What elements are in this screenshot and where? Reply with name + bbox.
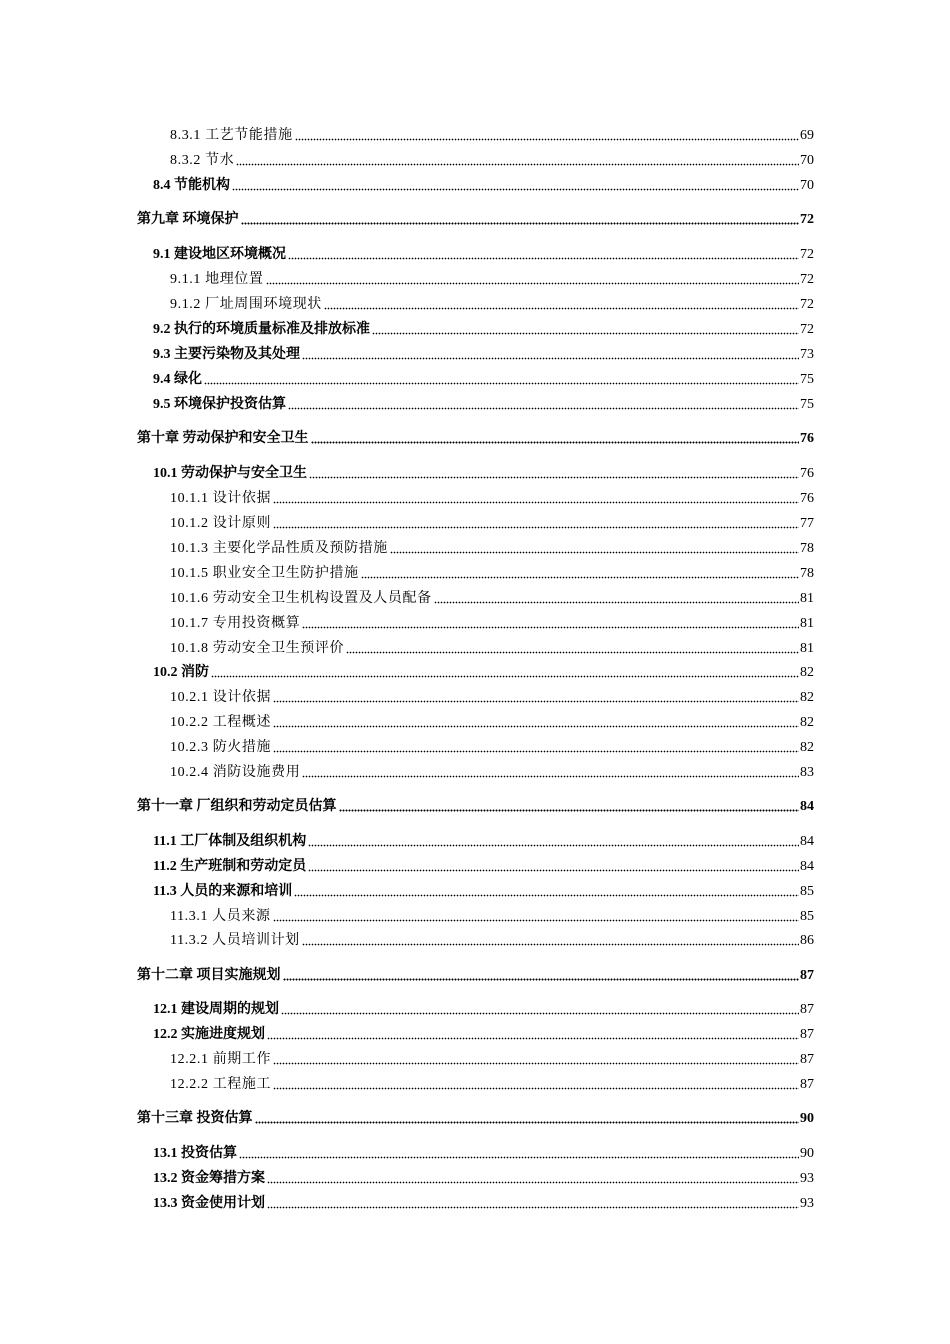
toc-entry-label: 12.1 建设周期的规划	[153, 1002, 279, 1017]
dot-leader	[273, 716, 799, 728]
toc-entry-section[interactable]	[153, 833, 814, 851]
dot-leader	[288, 398, 799, 410]
dot-leader	[308, 835, 799, 847]
dot-leader	[267, 1028, 799, 1040]
toc-entry-page-number: 82	[800, 665, 814, 680]
dot-leader	[281, 1003, 799, 1015]
toc-entry-page-number: 81	[800, 616, 814, 631]
toc-entry-label: 12.2.2 工程施工	[170, 1077, 272, 1092]
toc-entry-label: 11.3.1 人员来源	[170, 909, 271, 924]
toc-entry-label: 第十三章 投资估算	[137, 1111, 253, 1126]
toc-entry-chapter[interactable]	[137, 211, 814, 229]
dot-leader	[255, 1112, 800, 1124]
toc-entry-page-number: 78	[800, 541, 814, 556]
toc-entry-sub[interactable]	[170, 615, 814, 633]
dot-leader	[339, 800, 800, 812]
dot-leader	[361, 567, 799, 579]
dot-leader	[311, 432, 800, 444]
toc-entry-sub[interactable]	[170, 739, 814, 757]
toc-entry-page-number: 87	[800, 1027, 814, 1042]
dot-leader	[273, 741, 799, 753]
toc-entry-section[interactable]	[153, 858, 814, 876]
toc-entry-label: 9.4 绿化	[153, 372, 202, 387]
toc-entry-label: 9.2 执行的环境质量标准及排放标准	[153, 322, 370, 337]
toc-entry-section[interactable]	[153, 1145, 814, 1163]
dot-leader	[273, 492, 799, 504]
toc-entry-page-number: 82	[800, 690, 814, 705]
toc-entry-label: 10.1.6 劳动安全卫生机构设置及人员配备	[170, 591, 432, 606]
toc-entry-label: 11.1 工厂体制及组织机构	[153, 834, 307, 849]
toc-entry-page-number: 84	[800, 859, 814, 874]
toc-entry-page-number: 93	[800, 1196, 814, 1211]
dot-leader	[283, 969, 800, 981]
dot-leader	[294, 885, 799, 897]
toc-entry-label: 10.2 消防	[153, 665, 209, 680]
toc-entry-page-number: 85	[800, 909, 814, 924]
toc-entry-label: 第十章 劳动保护和安全卫生	[137, 431, 309, 446]
dot-leader	[288, 248, 799, 260]
toc-entry-sub[interactable]	[170, 271, 814, 289]
toc-entry-label: 12.2 实施进度规划	[153, 1027, 265, 1042]
toc-entry-label: 9.1.2 厂址周围环境现状	[170, 297, 322, 312]
toc-entry-label: 10.1 劳动保护与安全卫生	[153, 466, 307, 481]
dot-leader	[241, 213, 800, 225]
toc-entry-page-number: 86	[800, 933, 814, 948]
dot-leader	[239, 1147, 799, 1159]
toc-entry-section[interactable]	[153, 246, 814, 264]
toc-entry-sub[interactable]	[170, 1076, 814, 1094]
toc-entry-label: 第九章 环境保护	[137, 212, 239, 227]
toc-entry-page-number: 76	[800, 466, 814, 481]
toc-entry-label: 9.3 主要污染物及其处理	[153, 347, 300, 362]
dot-leader	[211, 666, 799, 678]
toc-entry-label: 10.2.3 防火措施	[170, 740, 272, 755]
toc-entry-chapter[interactable]	[137, 798, 814, 816]
dot-leader	[309, 467, 799, 479]
toc-entry-page-number: 82	[800, 740, 814, 755]
dot-leader	[434, 592, 799, 604]
toc-entry-page-number: 76	[800, 431, 814, 446]
toc-entry-label: 11.2 生产班制和劳动定员	[153, 859, 307, 874]
toc-entry-page-number: 76	[800, 491, 814, 506]
toc-entry-page-number: 90	[800, 1111, 814, 1126]
toc-entry-section[interactable]	[153, 396, 814, 414]
toc-entry-sub[interactable]	[170, 932, 814, 950]
toc-entry-page-number: 75	[800, 397, 814, 412]
toc-entry-page-number: 72	[800, 322, 814, 337]
toc-entry-page-number: 87	[800, 1052, 814, 1067]
toc-entry-sub[interactable]	[170, 714, 814, 732]
toc-entry-label: 第十二章 项目实施规划	[137, 968, 281, 983]
toc-entry-page-number: 72	[800, 297, 814, 312]
toc-entry-page-number: 85	[800, 884, 814, 899]
toc-entry-label: 9.5 环境保护投资估算	[153, 397, 286, 412]
toc-entry-label: 8.3.1 工艺节能措施	[170, 128, 293, 143]
dot-leader	[204, 373, 799, 385]
dot-leader	[273, 910, 799, 922]
dot-leader	[390, 542, 799, 554]
toc-entry-chapter[interactable]	[137, 967, 814, 985]
toc-entry-sub[interactable]	[170, 127, 814, 145]
toc-entry-section[interactable]	[153, 883, 814, 901]
toc-entry-page-number: 87	[800, 1077, 814, 1092]
dot-leader	[324, 298, 799, 310]
toc-entry-page-number: 87	[800, 1002, 814, 1017]
toc-entry-page-number: 75	[800, 372, 814, 387]
dot-leader	[267, 1197, 799, 1209]
dot-leader	[372, 323, 799, 335]
toc-entry-page-number: 72	[800, 247, 814, 262]
toc-entry-sub[interactable]	[170, 490, 814, 508]
dot-leader	[346, 642, 799, 654]
toc-entry-page-number: 78	[800, 566, 814, 581]
toc-entry-page-number: 81	[800, 641, 814, 656]
toc-entry-label: 9.1.1 地理位置	[170, 272, 264, 287]
toc-entry-page-number: 81	[800, 591, 814, 606]
toc-entry-sub[interactable]	[170, 908, 814, 926]
toc-entry-label: 9.1 建设地区环境概况	[153, 247, 286, 262]
toc-entry-sub[interactable]	[170, 1051, 814, 1069]
dot-leader	[302, 766, 799, 778]
dot-leader	[302, 617, 799, 629]
toc-entry-label: 10.1.8 劳动安全卫生预评价	[170, 641, 345, 656]
toc-entry-sub[interactable]	[170, 689, 814, 707]
dot-leader	[273, 691, 799, 703]
toc-entry-label: 10.1.3 主要化学品性质及预防措施	[170, 541, 388, 556]
toc-entry-page-number: 72	[800, 272, 814, 287]
dot-leader	[308, 860, 799, 872]
toc-entry-label: 11.3.2 人员培训计划	[170, 933, 300, 948]
toc-entry-chapter[interactable]	[137, 430, 814, 448]
dot-leader	[302, 934, 799, 946]
toc-entry-label: 10.1.7 专用投资概算	[170, 616, 301, 631]
toc-entry-section[interactable]	[153, 1195, 814, 1213]
toc-entry-label: 10.1.5 职业安全卫生防护措施	[170, 566, 359, 581]
toc-entry-label: 10.1.2 设计原则	[170, 516, 272, 531]
toc-entry-section[interactable]	[153, 371, 814, 389]
toc-entry-label: 11.3 人员的来源和培训	[153, 884, 293, 899]
toc-entry-section[interactable]	[153, 1026, 814, 1044]
toc-entry-sub[interactable]	[170, 152, 814, 170]
toc-entry-page-number: 70	[800, 153, 814, 168]
toc-entry-page-number: 87	[800, 968, 814, 983]
toc-entry-label: 8.3.2 节水	[170, 153, 235, 168]
toc-entry-chapter[interactable]	[137, 1110, 814, 1128]
toc-entry-page-number: 93	[800, 1171, 814, 1186]
toc-entry-sub[interactable]	[170, 764, 814, 782]
toc-entry-page-number: 83	[800, 765, 814, 780]
toc-entry-label: 13.3 资金使用计划	[153, 1196, 265, 1211]
toc-entry-page-number: 84	[800, 799, 814, 814]
toc-entry-section[interactable]	[153, 1001, 814, 1019]
dot-leader	[302, 348, 799, 360]
dot-leader	[267, 1172, 799, 1184]
toc-entry-label: 8.4 节能机构	[153, 178, 230, 193]
toc-entry-page-number: 73	[800, 347, 814, 362]
toc-entry-page-number: 70	[800, 178, 814, 193]
dot-leader	[266, 273, 800, 285]
toc-entry-sub[interactable]	[170, 640, 814, 658]
toc-entry-sub[interactable]	[170, 590, 814, 608]
toc-entry-label: 13.2 资金筹措方案	[153, 1171, 265, 1186]
toc-entry-label: 12.2.1 前期工作	[170, 1052, 272, 1067]
toc-entry-sub[interactable]	[170, 540, 814, 558]
dot-leader	[273, 1078, 799, 1090]
dot-leader	[273, 1053, 799, 1065]
toc-entry-section[interactable]	[153, 465, 814, 483]
toc-entry-page-number: 77	[800, 516, 814, 531]
dot-leader	[295, 129, 799, 141]
toc-entry-label: 10.2.2 工程概述	[170, 715, 272, 730]
toc-entry-page-number: 82	[800, 715, 814, 730]
dot-leader	[236, 154, 799, 166]
toc-entry-label: 10.1.1 设计依据	[170, 491, 272, 506]
toc-entry-page-number: 72	[800, 212, 814, 227]
toc-entry-sub[interactable]	[170, 565, 814, 583]
toc-entry-section[interactable]	[153, 664, 814, 682]
toc-entry-section[interactable]	[153, 346, 814, 364]
toc-entry-page-number: 90	[800, 1146, 814, 1161]
toc-entry-section[interactable]	[153, 1170, 814, 1188]
toc-entry-section[interactable]	[153, 321, 814, 339]
toc-entry-label: 13.1 投资估算	[153, 1146, 237, 1161]
toc-entry-section[interactable]	[153, 177, 814, 195]
toc-entry-sub[interactable]	[170, 296, 814, 314]
toc-entry-sub[interactable]	[170, 515, 814, 533]
toc-entry-page-number: 69	[800, 128, 814, 143]
toc-entry-label: 第十一章 厂组织和劳动定员估算	[137, 799, 337, 814]
toc-entry-page-number: 84	[800, 834, 814, 849]
toc-entry-label: 10.2.4 消防设施费用	[170, 765, 301, 780]
toc-entry-label: 10.2.1 设计依据	[170, 690, 272, 705]
dot-leader	[232, 179, 799, 191]
dot-leader	[273, 517, 799, 529]
